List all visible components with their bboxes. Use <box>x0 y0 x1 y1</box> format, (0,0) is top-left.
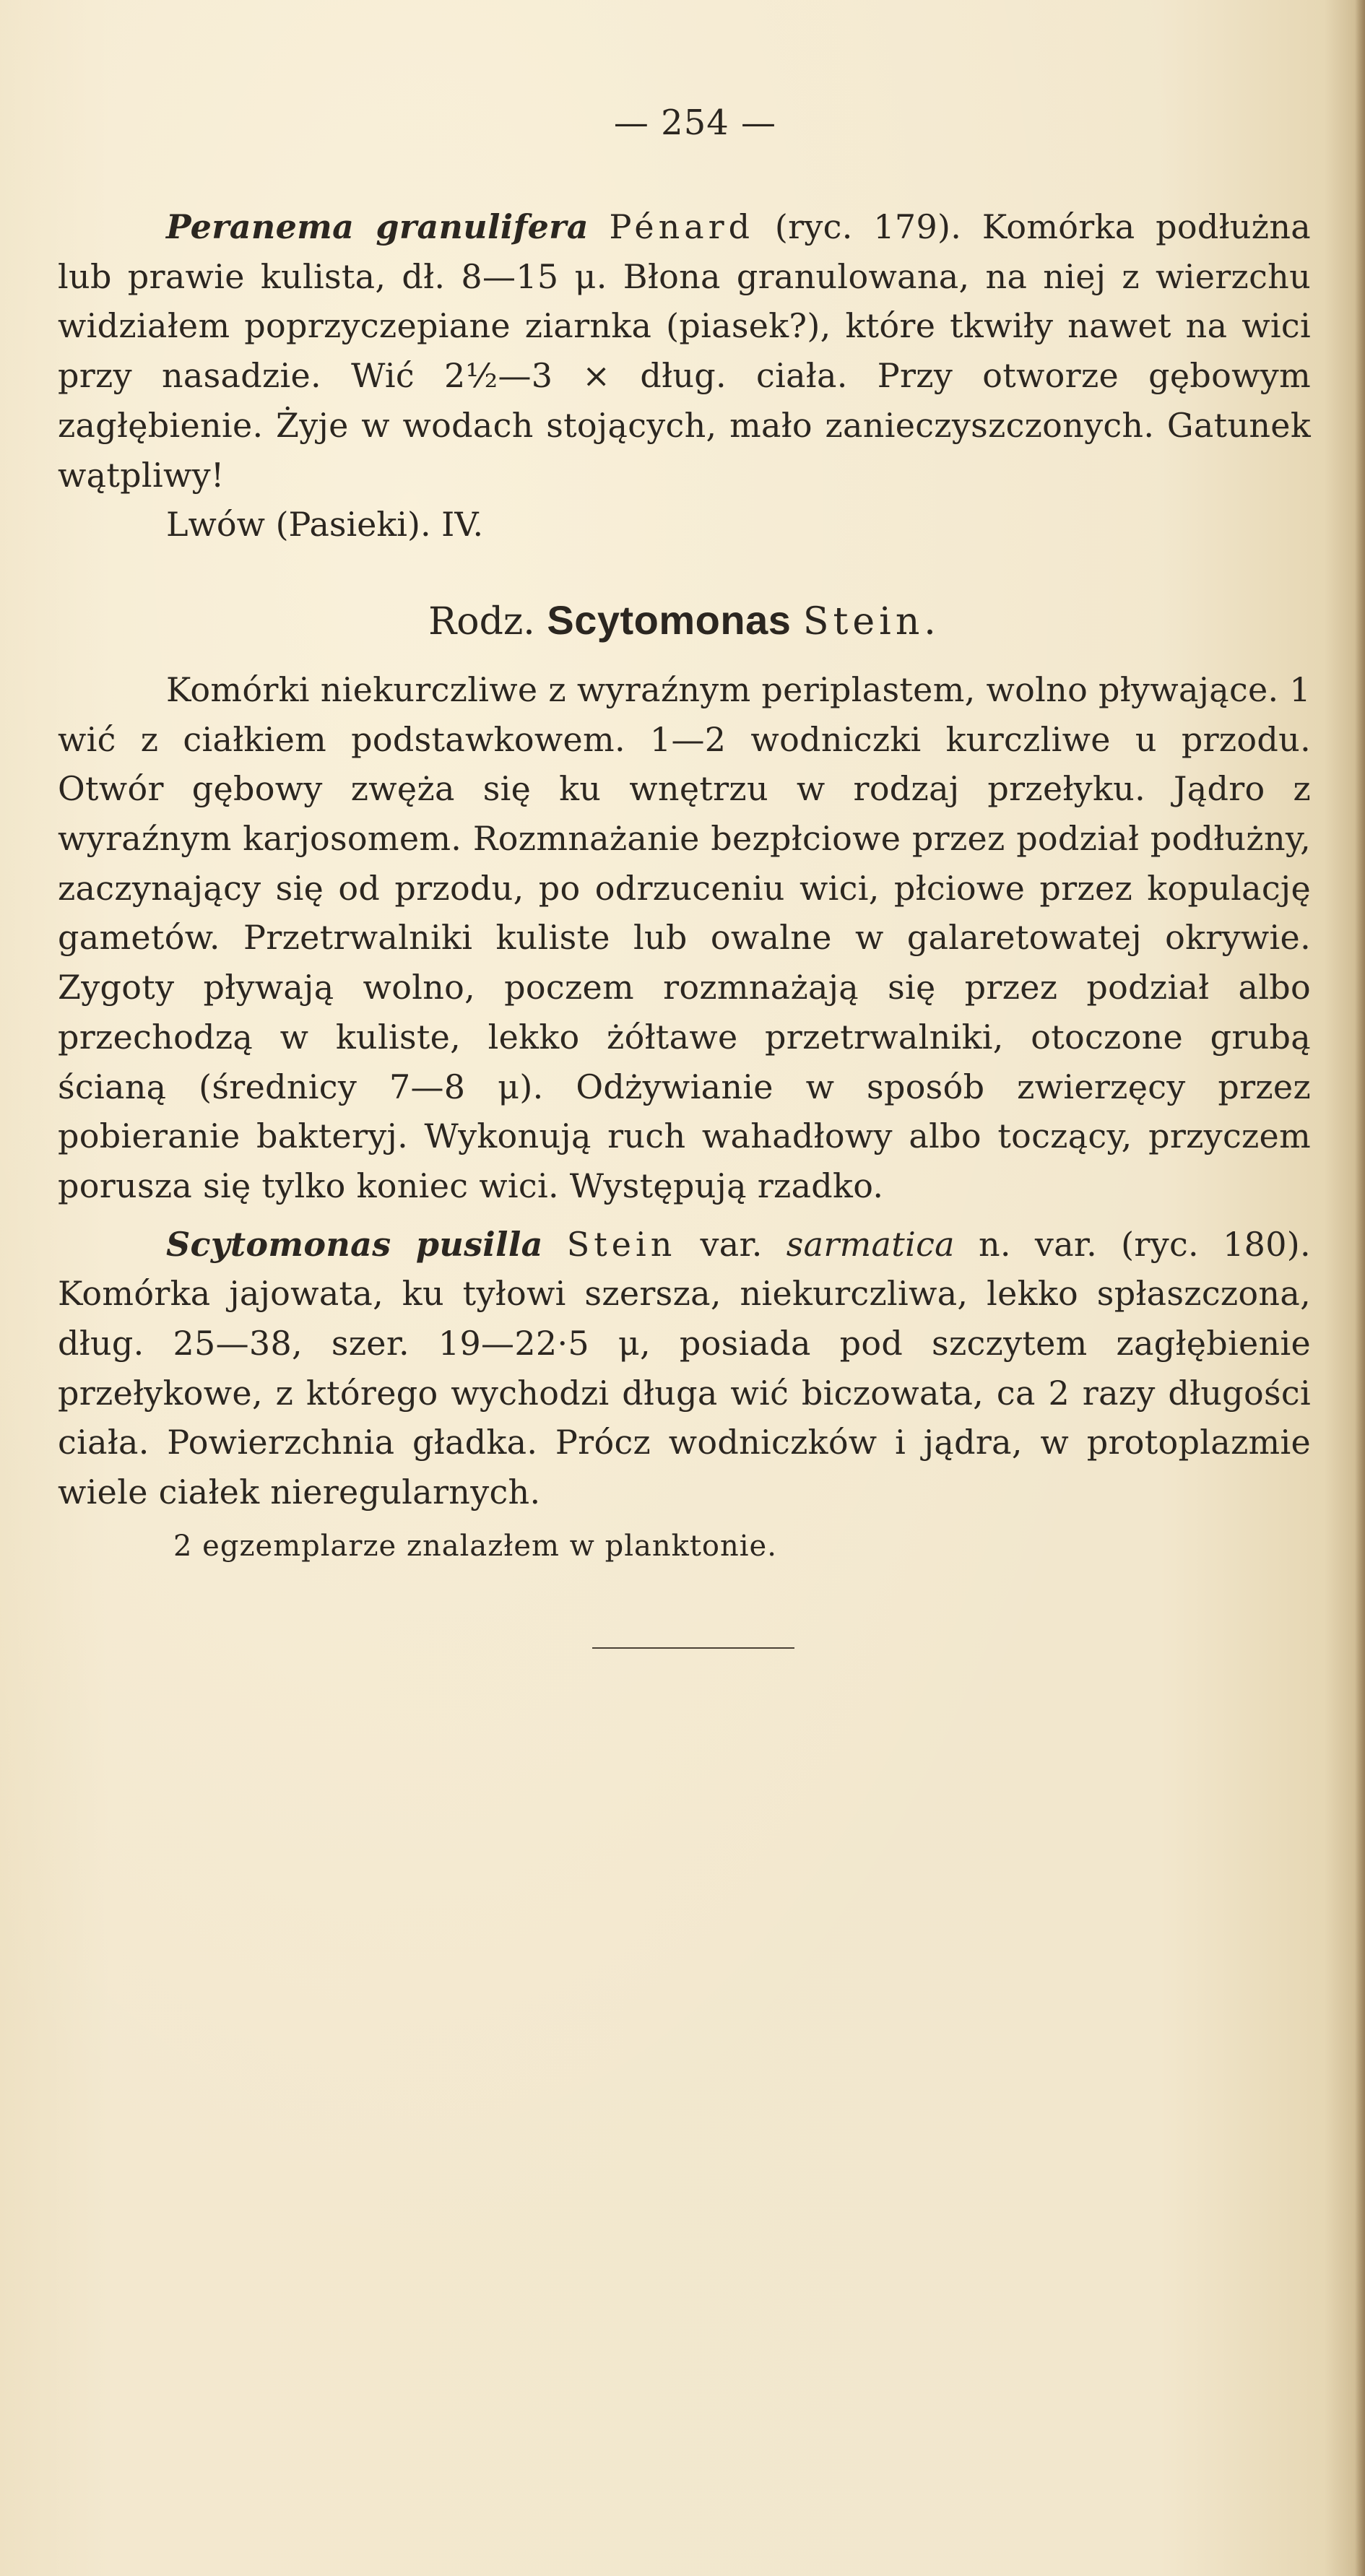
genus-author: Stein. <box>802 599 940 643</box>
paragraph-text: Komórki niekurczliwe z wyraźnym periplastem, wolno pływające. 1 wić z ciałkiem podstawkowem. 1—2 wodniczki kurczliwe u przodu. Otwór gębowy zwęża się ku wnętrzu w rodzaj przełyku. Jądro z wyraźnym karjosomem. Rozmnażanie bezpłciowe przez podział podłużny, zaczynający się od przodu, po odrzuceniu wici, płciowe przez kopulację gametów. Przetrwalniki kuliste lub owalne w galaretowatej okrywie. Zygoty pływają wolno, poczem rozmnażają się przez podział albo przechodzą w kuliste, lekko żółtawe przetrwalniki, otoczone grubą ścianą (średnicy 7—8 μ). Odżywianie w sposób zwierzęcy przez pobieranie bakteryj. Wykonują ruch wahadłowy albo toczący, przyczem porusza się tylko koniec wici. Występują rzadko. <box>58 669 1311 1205</box>
genus-name: Scytomonas <box>547 597 792 643</box>
section-divider <box>592 1647 794 1649</box>
variety-label: var. <box>700 1224 763 1264</box>
paragraph-scytomonas-pusilla <box>58 1220 1311 1517</box>
paragraph-text: (ryc. 179). Komórka podłużna lub prawie kulista, dł. 8—15 μ. Błona granulowana, na niej z wierzchu widziałem poprzyczepiane ziarnka (piasek?), które tkwiły nawet na wici przy nasadzie. Wić 2½—3 × dług. ciała. Przy otworze gębowym zagłębienie. Żyje w wodach stojących, mało zanieczyszczonych. Gatunek wątpliwy! <box>58 207 1311 495</box>
page-edge-shadow <box>1355 0 1365 2576</box>
note-line: 2 egzemplarze znalazłem w planktonie. <box>173 1529 777 1563</box>
paragraph-genus-description <box>58 665 1311 1211</box>
locality-line: Lwów (Pasieki). IV. <box>166 505 484 545</box>
variety-suffix: n. var. <box>978 1224 1098 1264</box>
page-content <box>58 94 1311 1649</box>
genus-prefix: Rodz. <box>428 599 535 643</box>
genus-heading <box>58 591 1311 651</box>
species-name: Scytomonas pusilla <box>166 1224 543 1264</box>
paragraph-peranema <box>58 202 1311 500</box>
species-author: Stein <box>566 1224 677 1264</box>
variety-name: sarmatica <box>786 1224 955 1264</box>
species-name: Peranema granulifera <box>166 207 589 246</box>
page-number: — 254 — <box>613 103 777 143</box>
species-author: Pénard <box>609 207 755 246</box>
paragraph-text: (ryc. 180). Komórka jajowata, ku tyłowi szersza, niekurczliwa, lekko spłaszczona, dług. 25—38, szer. 19—22·5 μ, posiada pod szczytem zagłębienie przełykowe, z którego wychodzi długa wić biczowata, ca 2 razy długości ciała. Powierzchnia gładka. Prócz wodniczków i jądra, w protoplazmie wiele ciałek nieregularnych. <box>58 1224 1311 1512</box>
